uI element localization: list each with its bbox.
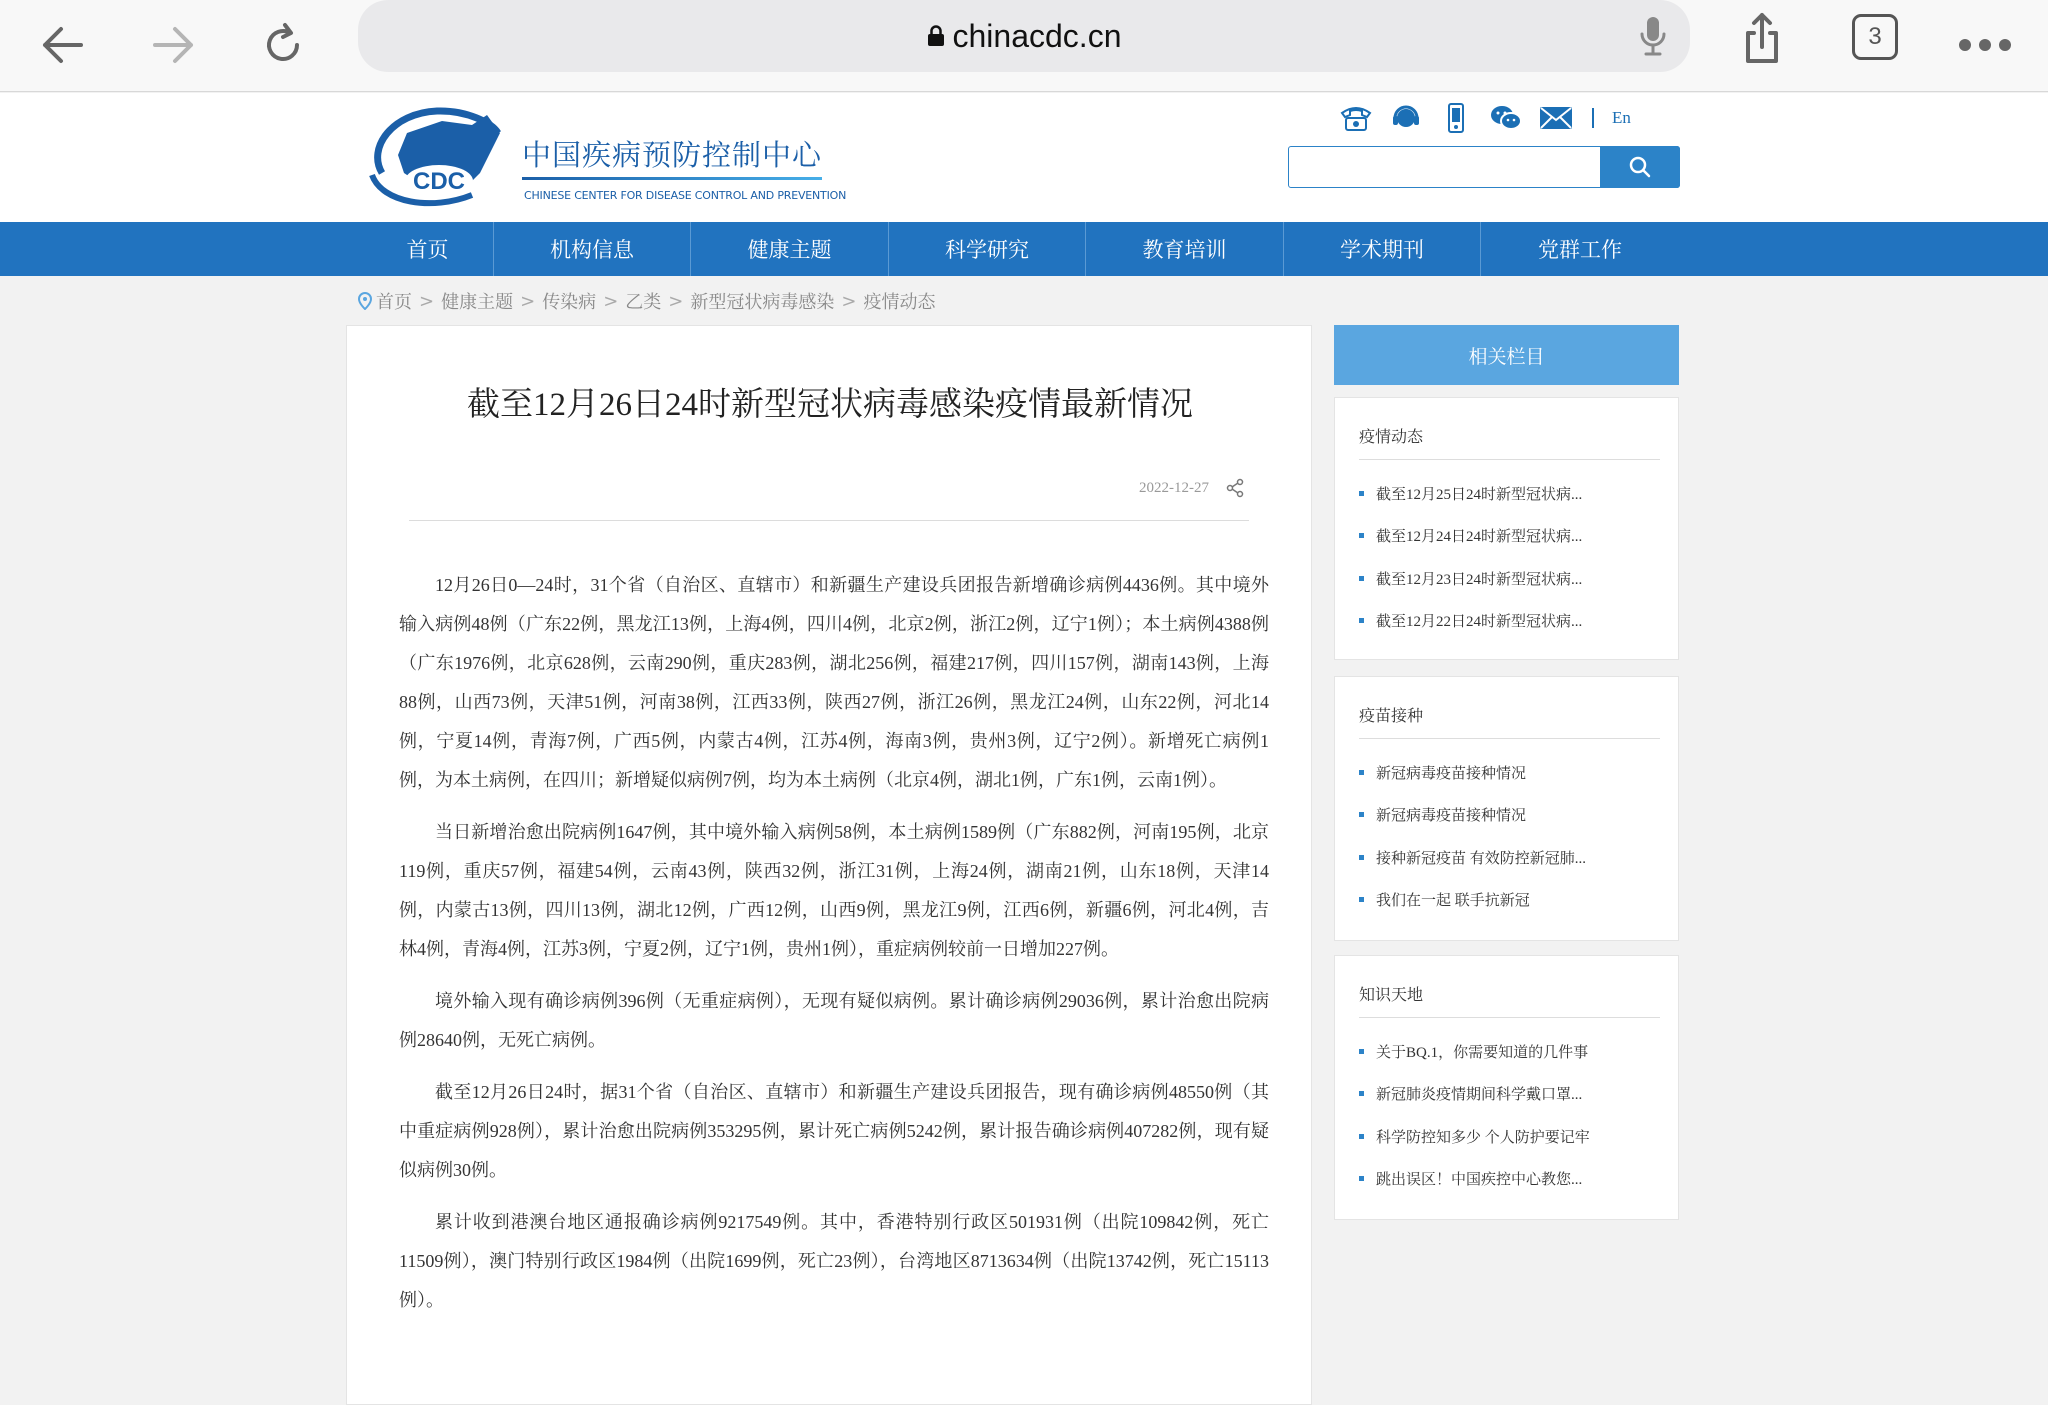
sidebar-link[interactable]: 新冠病毒疫苗接种情况 (1359, 794, 1660, 837)
article-meta (1139, 478, 1245, 498)
nav-item-research[interactable]: 科学研究 (889, 222, 1086, 276)
nav-item-health-topics[interactable]: 健康主题 (691, 222, 889, 276)
search-input[interactable] (1289, 147, 1599, 185)
customer-service-icon[interactable] (1388, 100, 1424, 136)
sidebar-link[interactable]: 接种新冠疫苗 有效防控新冠肺... (1359, 836, 1660, 879)
tabs-button[interactable] (1852, 14, 1898, 60)
article-date: 2022-12-27 (1139, 479, 1209, 496)
arrow-left-icon (37, 19, 89, 71)
sidebar-link[interactable]: 我们在一起 联手抗新冠 (1359, 879, 1660, 922)
lock-icon (927, 25, 945, 47)
sidebar-link[interactable]: 关于BQ.1，你需要知道的几件事 (1359, 1030, 1660, 1073)
microphone-icon[interactable] (1638, 14, 1668, 58)
bullet-icon (1359, 1049, 1364, 1054)
article-divider (409, 520, 1249, 521)
site-search (1288, 146, 1680, 188)
ellipsis-icon (1955, 35, 2015, 55)
bullet-icon (1359, 576, 1364, 581)
bullet-icon (1359, 1091, 1364, 1096)
logo-divider (522, 177, 822, 180)
header-contact-icons (1338, 100, 1631, 136)
bullet-icon (1359, 1176, 1364, 1181)
nav-item-about[interactable]: 机构信息 (494, 222, 691, 276)
bullet-icon (1359, 533, 1364, 538)
sidebar-section-knowledge (1334, 955, 1679, 1220)
article-paragraph: 境外输入现有确诊病例396例（无重症病例），无现有疑似病例。累计确诊病例29036例，累计治愈出院病例28640例，无死亡病例。 (399, 991, 1269, 1050)
email-icon[interactable] (1538, 100, 1574, 136)
arrow-right-icon (147, 19, 199, 71)
nav-item-journals[interactable]: 学术期刊 (1284, 222, 1481, 276)
article-title: 截至12月26日24时新型冠状病毒感染疫情最新情况 (467, 387, 1193, 423)
article-paragraph: 累计收到港澳台地区通报确诊病例9217549例。其中，香港特别行政区501931例（出院109842例，死亡11509例），澳门特别行政区1984例（出院1699例，死亡23例），台湾地区8713634例（出院13742例，死亡15113例）。 (399, 1212, 1269, 1310)
breadcrumb: 首页 > 健康主题 > 传染病 > 乙类 > 新型冠状病毒感染 > 疫情动态 (358, 288, 935, 314)
breadcrumb-infectious-disease[interactable]: 传染病 (542, 292, 597, 313)
sidebar-link[interactable]: 截至12月25日24时新型冠状病... (1359, 472, 1660, 515)
nav-item-home[interactable]: 首页 (362, 222, 494, 276)
main-nav (0, 222, 2048, 276)
logo-badge-text: CDC (413, 168, 465, 195)
reload-button[interactable] (248, 10, 318, 80)
share-icon (1736, 11, 1788, 67)
bullet-icon (1359, 618, 1364, 623)
bullet-icon (1359, 491, 1364, 496)
article-body (399, 566, 1269, 1333)
site-logo[interactable] (362, 103, 847, 213)
search-button[interactable] (1600, 146, 1680, 188)
back-button[interactable] (28, 10, 98, 80)
cdc-logo-icon (362, 103, 512, 213)
english-link[interactable]: En (1612, 108, 1631, 127)
nav-item-education[interactable]: 教育培训 (1086, 222, 1284, 276)
reload-icon (257, 19, 309, 71)
sidebar-link[interactable]: 跳出误区！中国疾控中心教您... (1359, 1158, 1660, 1201)
article-paragraph: 12月26日0—24时，31个省（自治区、直辖市）和新疆生产建设兵团报告新增确诊病例4436例。其中境外输入病例48例（广东22例，黑龙江13例，上海4例，四川4例，北京2例，浙江2例，辽宁1例）；本土病例4388例（广东1976例，北京628例，云南290例，重庆283例，湖北256例，福建217例，四川157例，湖南143例，上海88例，山西73例，天津51例，河南38例，江西33例，陕西27例，浙江26例，黑龙江24例，山东22例，河北14例，宁夏14例，青海7例，广西5例，内蒙古4例，江苏4例，海南3例，贵州3例，辽宁2例）。新增死亡病例1例，为本土病例，在四川；新增疑似病例7例，均为本土病例（北京4例，湖北1例，广东1例，云南1例）。 (399, 575, 1269, 790)
sidebar-section-heading[interactable]: 疫情动态 (1359, 424, 1660, 460)
sidebar-link[interactable]: 截至12月23日24时新型冠状病... (1359, 557, 1660, 600)
search-icon (1628, 155, 1652, 179)
sidebar-link[interactable]: 截至12月22日24时新型冠状病... (1359, 600, 1660, 643)
nav-item-party-work[interactable]: 党群工作 (1538, 238, 1622, 262)
header-icon-separator (1592, 108, 1594, 128)
breadcrumb-home[interactable]: 首页 (376, 292, 412, 313)
breadcrumb-health-topics[interactable]: 健康主题 (441, 292, 514, 313)
sidebar-link[interactable]: 新冠病毒疫苗接种情况 (1359, 751, 1660, 794)
bullet-icon (1359, 855, 1364, 860)
forward-button[interactable] (138, 10, 208, 80)
more-menu-button[interactable] (1950, 10, 2020, 80)
url-display (927, 18, 1122, 55)
bullet-icon (1359, 812, 1364, 817)
location-pin-icon (358, 292, 372, 310)
sidebar-link[interactable]: 新冠肺炎疫情期间科学戴口罩... (1359, 1073, 1660, 1116)
logo-title-en: CHINESE CENTER FOR DISEASE CONTROL AND PREVENTION (524, 189, 847, 202)
sidebar-section-vaccination (1334, 676, 1679, 941)
breadcrumb-class-b[interactable]: 乙类 (625, 292, 662, 313)
address-bar[interactable] (358, 0, 1690, 72)
bullet-icon (1359, 770, 1364, 775)
sidebar-link[interactable]: 截至12月24日24时新型冠状病... (1359, 515, 1660, 558)
sidebar-section-heading[interactable]: 知识天地 (1359, 982, 1660, 1018)
phone-icon[interactable] (1338, 100, 1374, 136)
sidebar-link[interactable]: 科学防控知多少 个人防护要记牢 (1359, 1115, 1660, 1158)
sidebar-title: 相关栏目 (1334, 325, 1679, 385)
article-paragraph: 截至12月26日24时，据31个省（自治区、直辖市）和新疆生产建设兵团报告，现有确诊病例48550例（其中重症病例928例），累计治愈出院病例353295例，累计死亡病例5242例，累计报告确诊病例407282例，现有疑似病例30例。 (399, 1082, 1269, 1180)
logo-title-cn: 中国疾病预防控制中心 (522, 138, 823, 172)
browser-toolbar (0, 0, 2048, 92)
bullet-icon (1359, 897, 1364, 902)
article (346, 325, 1312, 1405)
article-paragraph: 当日新增治愈出院病例1647例，其中境外输入病例58例，本土病例1589例（广东882例，河南195例，北京119例，重庆57例，福建54例，云南43例，陕西32例，浙江31例，上海24例，湖南21例，山东18例，天津14例，内蒙古13例，四川13例，湖北12例，广西12例，山西9例，黑龙江9例，江西6例，新疆6例，河北4例，吉林4例，青海4例，江苏3例，宁夏2例，辽宁1例，贵州1例），重症病例较前一日增加227例。 (399, 822, 1269, 959)
share-button[interactable] (1727, 4, 1797, 74)
sidebar-section-heading[interactable]: 疫苗接种 (1359, 703, 1660, 739)
bullet-icon (1359, 1134, 1364, 1139)
breadcrumb-covid[interactable]: 新型冠状病毒感染 (690, 292, 835, 313)
wechat-icon[interactable] (1488, 100, 1524, 136)
mobile-icon[interactable] (1438, 100, 1474, 136)
sidebar-section-epidemic (1334, 397, 1679, 660)
url-text: chinacdc.cn (952, 17, 1122, 54)
share-icon[interactable] (1225, 478, 1245, 498)
site-header (0, 93, 2048, 222)
breadcrumb-epidemic-updates[interactable]: 疫情动态 (863, 292, 936, 313)
tab-count: 3 (1868, 23, 1882, 50)
